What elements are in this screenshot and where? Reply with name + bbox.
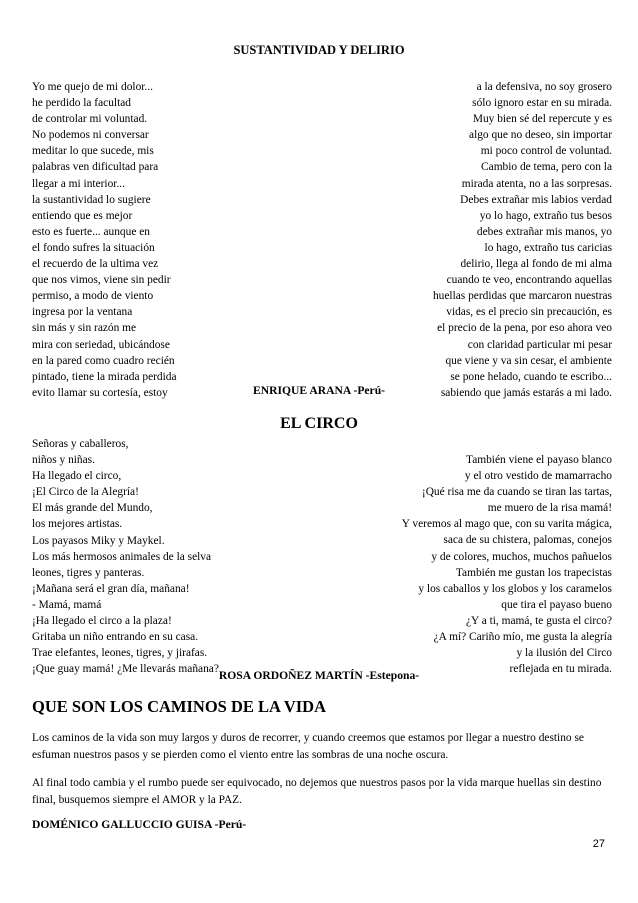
prose-author: DOMÉNICO GALLUCCIO GUISA -Perú- (32, 818, 247, 831)
poem-line: mira con seriedad, ubicándose (32, 338, 170, 351)
poem-line: ¿Y a ti, mamá, te gusta el circo? (465, 614, 612, 627)
poem-line: y de colores, muchos, muchos pañuelos (431, 550, 612, 563)
poem-line: huellas perdidas que marcaron nuestras (432, 290, 612, 303)
poem-line: que nos vimos, viene sin pedir (32, 274, 171, 287)
poem-line: esto es fuerte... aunque en (32, 225, 150, 238)
poem-line: entiendo que es mejor (32, 209, 133, 222)
poem-line: Muy bien sé del repercute y es (472, 113, 612, 126)
poem-line: sabiendo que jamás estarás a mi lado. (440, 386, 612, 399)
poem-line: El más grande del Mundo, (32, 502, 153, 515)
poem-line: reflejada en tu mirada. (509, 663, 612, 676)
poem-line: el precio de la pena, por eso ahora veo (437, 322, 612, 335)
poem1-right-column (433, 79, 612, 401)
poem-line: mirada atenta, no a las sorpresas. (461, 177, 612, 190)
poem-line: de controlar mi voluntad. (32, 113, 148, 126)
poem-line: algo que no deseo, sin importar (469, 129, 612, 142)
poem-line: vidas, es el precio sin precaución, es (446, 306, 612, 319)
poem-line: Señoras y caballeros, (32, 438, 129, 450)
poem-line: evito llamar su cortesía, estoy (32, 386, 168, 399)
poem-line: la sustantividad lo sugiere (32, 193, 151, 206)
poem-line: También me gustan los trapecistas (455, 566, 612, 579)
poem-line: Y veremos al mago que, con su varita mágica, (401, 518, 612, 531)
poem-line: ¡Ha llegado el circo a la plaza! (32, 615, 172, 628)
poem-line: permiso, a modo de viento (32, 290, 154, 303)
poem-line: Yo me quejo de mi dolor... (32, 81, 153, 93)
poem-line: ¡Que guay mamá! ¿Me llevarás mañana? (32, 663, 219, 676)
prose-paragraph-1: Los caminos de la vida son muy largos y duros de recorrer, y cuando creemos que estamos por llegar a nuestro destino se esfuman nuestros pasos y se pierden como el viento entre las sombras de una noche oscura. (32, 732, 584, 761)
poem-line: Debes extrañar mis labios verdad (460, 193, 612, 206)
poem2-left-column (32, 436, 219, 677)
poem-line: se pone helado, cuando te escribo... (450, 370, 612, 383)
poem-line: a la defensiva, no soy grosero (476, 81, 612, 93)
poem-line: lo hago, extraño tus caricias (484, 241, 612, 254)
poem-line: y la ilusión del Circo (516, 647, 612, 660)
poem-line: los mejores artistas. (32, 518, 123, 531)
page-number: 27 (592, 838, 605, 850)
poem-line: en la pared como cuadro recién (32, 354, 175, 367)
poem-line: Trae elefantes, leones, tigres, y jirafas. (32, 647, 208, 660)
poem-line: También viene el payaso blanco (466, 454, 612, 466)
poem-line: pintado, tiene la mirada perdida (32, 370, 177, 383)
poem-line: niños y niñas. (32, 454, 95, 467)
poem-line: llegar a mi interior... (32, 177, 125, 190)
poem-line: ingresa por la ventana (32, 306, 133, 319)
poem-line: me muero de la risa mamá! (487, 502, 612, 515)
poem-line: ¡Qué risa me da cuando se tiran las tartas, (421, 486, 612, 499)
poem1-title: SUSTANTIVIDAD Y DELIRIO (233, 43, 405, 57)
poem-line: leones, tigres y panteras. (32, 566, 145, 579)
poem-line: Los más hermosos animales de la selva (32, 550, 212, 563)
poem-line: meditar lo que sucede, mis (32, 145, 154, 158)
poem-line: saca de su chistera, palomas, conejos (443, 534, 612, 547)
poem-line: mi poco control de voluntad. (480, 145, 612, 158)
poem-line: yo lo hago, extraño tus besos (479, 209, 612, 222)
prose-paragraph-2: Al final todo cambia y el rumbo puede ser equivocado, no dejemos que nuestros pasos por la vida marque huellas sin destino final, busquemos siempre el AMOR y la PAZ. (32, 777, 602, 806)
poem-line: Los payasos Miky y Maykel. (32, 534, 165, 547)
poem-line: debes extrañar mis manos, yo (476, 225, 612, 238)
poem1-left-column (32, 79, 177, 401)
prose-title: QUE SON LOS CAMINOS DE LA VIDA (32, 697, 327, 716)
poem-line: con claridad particular mi pesar (467, 338, 612, 351)
poem-line: que viene y va sin cesar, el ambiente (445, 354, 612, 367)
poem-line: el fondo sufres la situación (32, 241, 155, 254)
poem-line: delirio, llega al fondo de mi alma (460, 258, 612, 271)
poem2-author: ROSA ORDOÑEZ MARTÍN -Estepona- (218, 669, 420, 682)
poem-line: - Mamá, mamá (32, 598, 102, 611)
poem-line: ¡Mañana será el gran día, mañana! (32, 582, 190, 595)
poem-line: he perdido la facultad (32, 97, 131, 110)
poem-line: Ha llegado el circo, (32, 470, 122, 483)
poem-line: No podemos ni conversar (32, 129, 149, 142)
poem-line: ¿A mí? Cariño mío, me gusta la alegría (433, 631, 612, 644)
poem-line: y el otro vestido de mamarracho (464, 470, 612, 483)
poem-line: y los caballos y los globos y los caramelos (418, 582, 612, 595)
poem2-title: EL CIRCO (280, 415, 358, 432)
poem-line: sólo ignoro estar en su mirada. (472, 97, 612, 110)
poem1-author: ENRIQUE ARANA -Perú- (252, 384, 386, 397)
poem-line: palabras ven dificultad para (32, 161, 159, 174)
poem-line: cuando te veo, encontrando aquellas (446, 274, 612, 287)
poem-line: que tira el payaso bueno (501, 598, 612, 611)
poem-line: Cambio de tema, pero con la (481, 161, 612, 174)
poem2-right-column (402, 452, 612, 677)
poem-line: sin más y sin razón me (32, 322, 137, 335)
poem-line: Gritaba un niño entrando en su casa. (32, 631, 199, 644)
poem-line: el recuerdo de la ultima vez (32, 258, 159, 271)
poem-line: ¡El Circo de la Alegría! (32, 486, 139, 499)
